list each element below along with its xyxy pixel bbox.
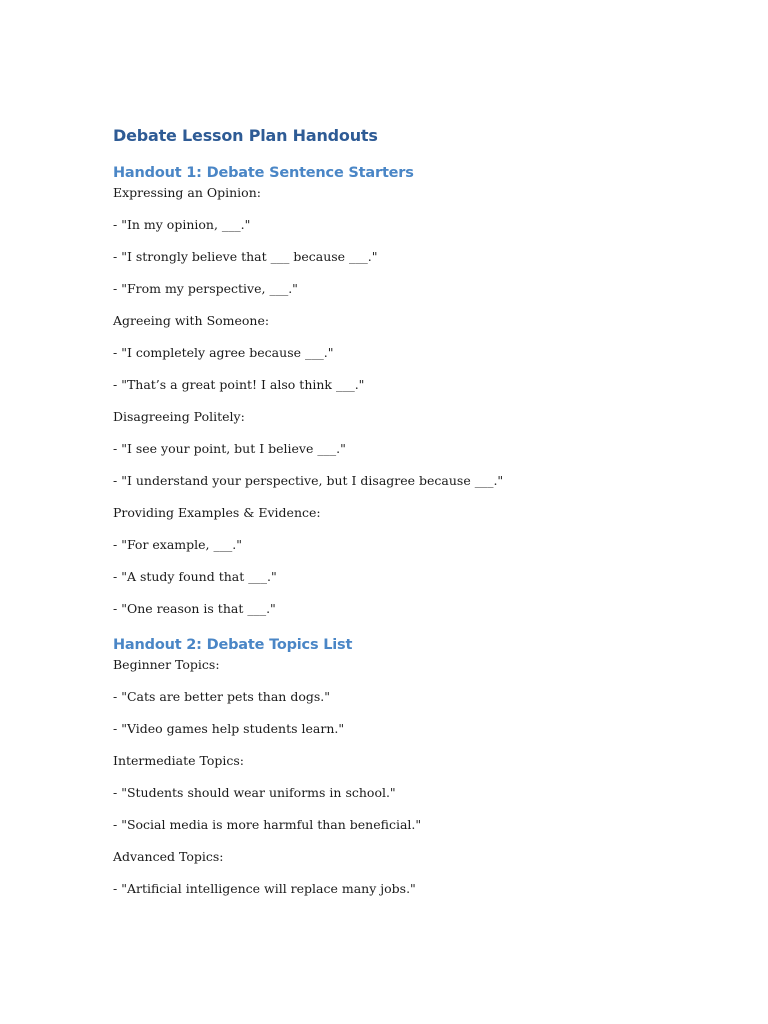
category-label: Disagreeing Politely: [113, 409, 245, 424]
sentence-starter: - "I strongly believe that ___ because ___." [113, 249, 378, 264]
sentence-starter: - "That’s a great point! I also think ___." [113, 377, 365, 392]
debate-topic: - "Video games help students learn." [113, 721, 345, 736]
debate-topic: - "Artificial intelligence will replace many jobs." [113, 881, 416, 896]
debate-topic: - "Cats are better pets than dogs." [113, 689, 330, 704]
topic-level-label: Intermediate Topics: [113, 753, 244, 768]
category-label: Providing Examples & Evidence: [113, 505, 321, 520]
handout-2-heading: Handout 2: Debate Topics List [113, 637, 353, 653]
sentence-starter: - "I see your point, but I believe ___." [113, 441, 346, 456]
document-body [113, 124, 713, 913]
topic-level-label: Advanced Topics: [113, 849, 224, 864]
handout-1-heading: Handout 1: Debate Sentence Starters [113, 165, 414, 181]
sentence-starter: - "I understand your perspective, but I disagree because ___." [113, 473, 504, 488]
debate-topic: - "Social media is more harmful than beneficial." [113, 817, 422, 832]
sentence-starter: - "For example, ___." [113, 537, 242, 552]
topic-level-label: Beginner Topics: [113, 657, 220, 672]
document-title: Debate Lesson Plan Handouts [113, 126, 378, 145]
category-label: Expressing an Opinion: [113, 185, 261, 200]
sentence-starter: - "A study found that ___." [113, 569, 277, 584]
sentence-starter: - "In my opinion, ___." [113, 217, 251, 232]
debate-topic: - "Students should wear uniforms in school." [113, 785, 396, 800]
sentence-starter: - "One reason is that ___." [113, 601, 276, 616]
sentence-starter: - "From my perspective, ___." [113, 281, 298, 296]
category-label: Agreeing with Someone: [113, 313, 270, 328]
handout-1-section [113, 161, 713, 633]
handout-2-section [113, 633, 713, 913]
sentence-starter: - "I completely agree because ___." [113, 345, 334, 360]
